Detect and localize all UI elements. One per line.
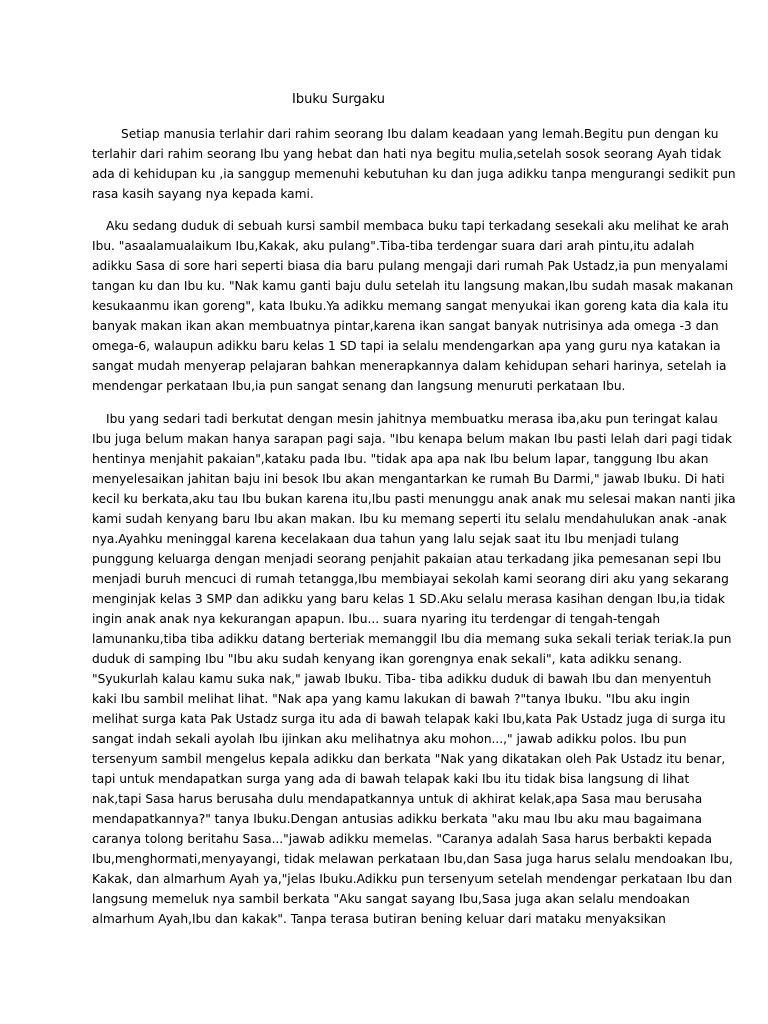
text-line: menjadi buruh mencuci di rumah tetangga,Ibu membiayai sekolah kami seorang diri aku yang sekarang [92, 572, 729, 586]
text-line: kami sudah kenyang baru Ibu akan makan. Ibu ku memang seperti itu selalu mendahulukan anak -anak [92, 512, 727, 526]
text-line: hentinya menjahit pakaian",kataku pada Ibu. "tidak apa apa nak Ibu belum lapar, tanggung Ibu akan [92, 452, 709, 466]
text-line: kecil ku berkata,aku tau Ibu bukan karena itu,Ibu pasti menunggu anak anak mu selesai makan nanti jika [92, 492, 736, 506]
text-line: punggung keluarga dengan menjadi seorang penjahit pakaian atau terkadang jika pemesanan sepi Ibu [92, 552, 722, 566]
text-line: tapi untuk mendapatkan surga yang ada di bawah telapak kaki Ibu itu tidak bisa langsung di lihat [92, 772, 690, 786]
text-line: lamunanku,tiba tiba adikku datang berteriak memanggil Ibu dia memang suka sekali teriak teriak.Ia pun [92, 632, 732, 646]
text-line: Ibu. "asaalamualaikum Ibu,Kakak, aku pulang".Tiba-tiba terdengar suara dari arah pintu,itu adalah [92, 239, 695, 253]
document-title: Ibuku Surgaku [292, 92, 386, 107]
text-line: Ibu,menghormati,menyayangi, tidak melawan perkataan Ibu,dan Sasa juga harus selalu mendoakan Ibu, [92, 852, 733, 866]
text-line: mendengar perkataan Ibu,ia pun sangat senang dan langsung menuruti perkataan Ibu. [92, 379, 626, 393]
text-line: sangat mudah menyerap pelajaran bahkan menerapkannya dalam kehidupan sehari harinya, setelah ia [92, 359, 727, 373]
text-line: melihat surga kata Pak Ustadz surga itu ada di bawah telapak kaki Ibu,kata Pak Ustadz juga di surga itu [92, 712, 726, 726]
text-line: sangat indah sekali ayolah Ibu ijinkan aku melihatnya aku mohon...," jawab adikku polos. Ibu pun [92, 732, 687, 746]
text-line: menginjak kelas 3 SMP dan adikku yang baru kelas 1 SD.Aku selalu merasa kasihan dengan Ibu,ia tidak [92, 592, 725, 606]
text-line: almarhum Ayah,Ibu dan kakak". Tanpa terasa butiran bening keluar dari mataku menyaksikan [92, 912, 666, 926]
text-line: kesukaanmu ikan goreng", kata Ibuku.Ya adikku memang sangat menyukai ikan goreng kata dia kala itu [92, 299, 729, 313]
text-line: nak,tapi Sasa harus berusaha dulu mendapatkannya untuk di akhirat kelak,apa Sasa mau berusaha [92, 792, 703, 806]
text-line: tangan ku dan Ibu ku. "Nak kamu ganti baju dulu setelah itu langsung makan,Ibu sudah masak makanan [92, 279, 734, 293]
text-line: banyak makan ikan akan membuatnya pintar,karena ikan sangat banyak nutrisinya ada omega -3 dan [92, 319, 719, 333]
text-line: terlahir dari rahim seorang Ibu yang hebat dan hati nya begitu mulia,setelah sosok seorang Ayah tidak [92, 147, 722, 161]
text-line: Kakak, dan almarhum Ayah ya,"jelas Ibuku.Adikku pun tersenyum setelah mendengar perkataan Ibu dan [92, 872, 733, 886]
text-line: Setiap manusia terlahir dari rahim seorang Ibu dalam keadaan yang lemah.Begitu pun dengan ku [121, 127, 719, 141]
text-line: Ibu juga belum makan hanya sarapan pagi saja. "Ibu kenapa belum makan Ibu pasti lelah dari pagi tidak [92, 432, 732, 446]
text-line: ada di kehidupan ku ,ia sanggup memenuhi kebutuhan ku dan juga adikku tanpa mengurangi sedikit pun [92, 167, 736, 181]
text-line: langsung memeluk nya sambil berkata "Aku sangat sayang Ibu,Sasa juga akan selalu mendoakan [92, 892, 690, 906]
text-line: mendapatkannya?" tanya Ibuku.Dengan antusias adikku berkata "aku mau Ibu aku mau bagaimana [92, 812, 702, 826]
text-line: nya.Ayahku meninggal karena kecelakaan dua tahun yang lalu sejak saat itu Ibu menjadi tulang [92, 532, 680, 546]
text-line: "Syukurlah kalau kamu suka nak," jawab Ibuku. Tiba- tiba adikku duduk di bawah Ibu dan menyentuh [92, 672, 712, 686]
text-line: menyelesaikan jahitan baju ini besok Ibu akan mengantarkan ke rumah Bu Darmi," jawab Ibuku. Di hati [92, 472, 725, 486]
text-line: tersenyum sambil mengelus kepala adikku dan berkata "Nak yang dikatakan oleh Pak Ustadz itu benar, [92, 752, 726, 766]
text-line: duduk di samping Ibu "Ibu aku sudah kenyang ikan gorengnya enak sekali", kata adikku senang. [92, 652, 683, 666]
text-line: rasa kasih sayang nya kepada kami. [92, 187, 314, 201]
text-line: omega-6, walaupun adikku baru kelas 1 SD tapi ia selalu mendengarkan apa yang guru nya katakan ia [92, 339, 721, 353]
text-line: kaki Ibu sambil melihat lihat. "Nak apa yang kamu lakukan di bawah ?"tanya Ibuku. "Ibu aku ingin [92, 692, 691, 706]
text-line: adikku Sasa di sore hari seperti biasa dia baru pulang mengaji dari rumah Pak Ustadz,ia pun menyalami [92, 259, 729, 273]
text-line: ingin anak anak nya kekurangan apapun. Ibu... suara nyaring itu terdengar di tengah-tengah [92, 612, 661, 626]
text-line: caranya tolong beritahu Sasa..."jawab adikku memelas. "Caranya adalah Sasa harus berbakti kepada [92, 832, 712, 846]
text-line: Aku sedang duduk di sebuah kursi sambil membaca buku tapi terkadang sesekali aku melihat ke arah [106, 219, 730, 233]
text-line: Ibu yang sedari tadi berkutat dengan mesin jahitnya membuatku merasa iba,aku pun teringat kalau [106, 412, 718, 426]
